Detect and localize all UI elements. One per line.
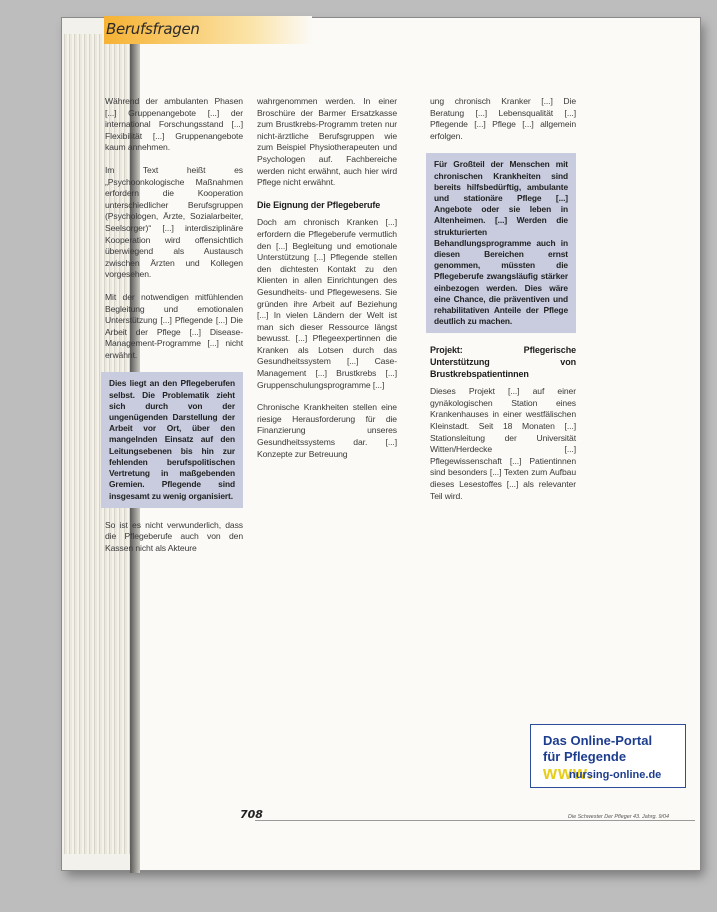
text-column-3 [430, 96, 576, 513]
text-column-2 [257, 96, 397, 471]
subheading: Projekt: Pflegerische Unterstützung von Brustkrebspatientinnen [430, 345, 576, 379]
online-portal-ad[interactable] [530, 724, 686, 788]
paragraph: Dieses Projekt [...] auf einer gynäkologischen Station eines Krankenhauses in einer westfälischen Kleinstadt. Seit 18 Monaten [...] Stationsleitung der Universität Witten/Herdecke [...] Pflegewissenschaft [...] Patientinnen sind besonders [...] Texten zum Aufbau dieses Lesestoffes [...] als relevanter Teil wird. [430, 386, 576, 501]
paragraph: Im Text heißt es „Psychoonkologische Maßnahmen erfordern die Kooperation unterschiedlicher Berufsgruppen (Psychologen, Ärzte, Sozialarbeiter, Seelsorger)“ [...] interdisziplinäre Kooperation wird offensichtlich überwiegend als Austausch zwischen Ärzten und Kollegen vorgesehen. [105, 164, 243, 280]
source-line: Die Schwester Der Pfleger 43. Jahrg. 9/04 [568, 814, 669, 820]
subheading: Die Eignung der Pflegeberufe [257, 199, 381, 210]
footer-rule [255, 820, 695, 821]
highlight-box: Für Großteil der Menschen mit chronischen Krankheiten sind bereits hilfsbedürftig, ambulante und stationäre Pflege [...] Angebote oder sie leben in Altenheimen. [...] Werden die strukturierten Behandlungsprogramme auch in diesen Bereichen ernst genommen, müssten die Pflegeberufe zwangsläufig stärker einbezogen werden. Dies wäre eine Chance, die präventiven und rehabilitativen Anteile der Pflege deutlich zu machen. [426, 153, 576, 333]
paragraph: So ist es nicht verwunderlich, dass die Pflegeberufe auch von den Kassen nicht als Akteure [105, 519, 243, 553]
paragraph: ung chronisch Kranker [...] Die Beratung [...] Lebensqualität [...] Pflegende [...] Pflege [...] allgemein erfolgen. [430, 96, 576, 141]
paragraph: Doch am chronisch Kranken [...] erfordern die Pflegeberufe vermutlich den [...] Begleitung und emotionale Unterstützung [...] Pflegende stellen den dichtesten Kontakt zu den Klienten in allen Einrichtungen des Gesundheits- und Pflegewesens. Sie gründen ihre Arbeit auf Beziehung [...] In vielen Ländern der Welt ist man sich dieser Ressource längst bewusst. [...] Pflegeexpertinnen die Kranken als Lotsen durch das Gesundheitssystem [...] Case-Management [...] Brustkrebs [...] Gruppenschulungsprogramme [...] [257, 217, 397, 390]
ad-subline: für Pflegende [543, 749, 627, 764]
paragraph: wahrgenommen werden. In einer Broschüre der Barmer Ersatzkasse zum Brustkrebs-Programm treten nur nicht-ärztliche Berufsgruppen wie zum Beispiel Physiotherapeuten und Psychologen auf. Fachbereiche werden nicht erwähnt, auch hier wird Pflege nicht erwähnt. [257, 96, 397, 188]
ad-www: www. [543, 763, 594, 783]
ad-url-link[interactable]: nursing-online.de [569, 769, 662, 781]
highlight-box: Dies liegt an den Pflegeberufen selbst. Die Problematik zieht sich durch von der ungenügenden Darstellung der Arbeit vor Ort, über den mangelnden Einsatz auf den Leitungsebenen bis hin zur fehlenden berufspolitischen Vertretung in maßgebenden Gremien. Pflegende sind insgesamt zu wenig organisiert. [101, 372, 243, 507]
paragraph: Mit der notwendigen mitfühlenden Begleitung und emotionalen Unterstützung [...] Pflegende [...] Die Arbeit der Pflege [...] Disease-Management-Programme [...] nicht erwähnt. [105, 291, 243, 360]
paragraph: Während der ambulanten Phasen [...] Gruppenangebote [...] der international Forschungsstand [...] Flexibilität [...] Gruppenangebote kaum annehmen. [105, 96, 243, 153]
text-column-1 [105, 96, 243, 565]
section-title: Berufsfragen [106, 20, 200, 38]
ad-headline: Das Online-Portal [543, 733, 653, 748]
paragraph: Chronische Krankheiten stellen eine riesige Herausforderung für die Finanzierung unseres Gesundheitssystems dar. [...] Konzepte zur Betreuung [257, 402, 397, 459]
page-number: 708 [240, 808, 263, 821]
